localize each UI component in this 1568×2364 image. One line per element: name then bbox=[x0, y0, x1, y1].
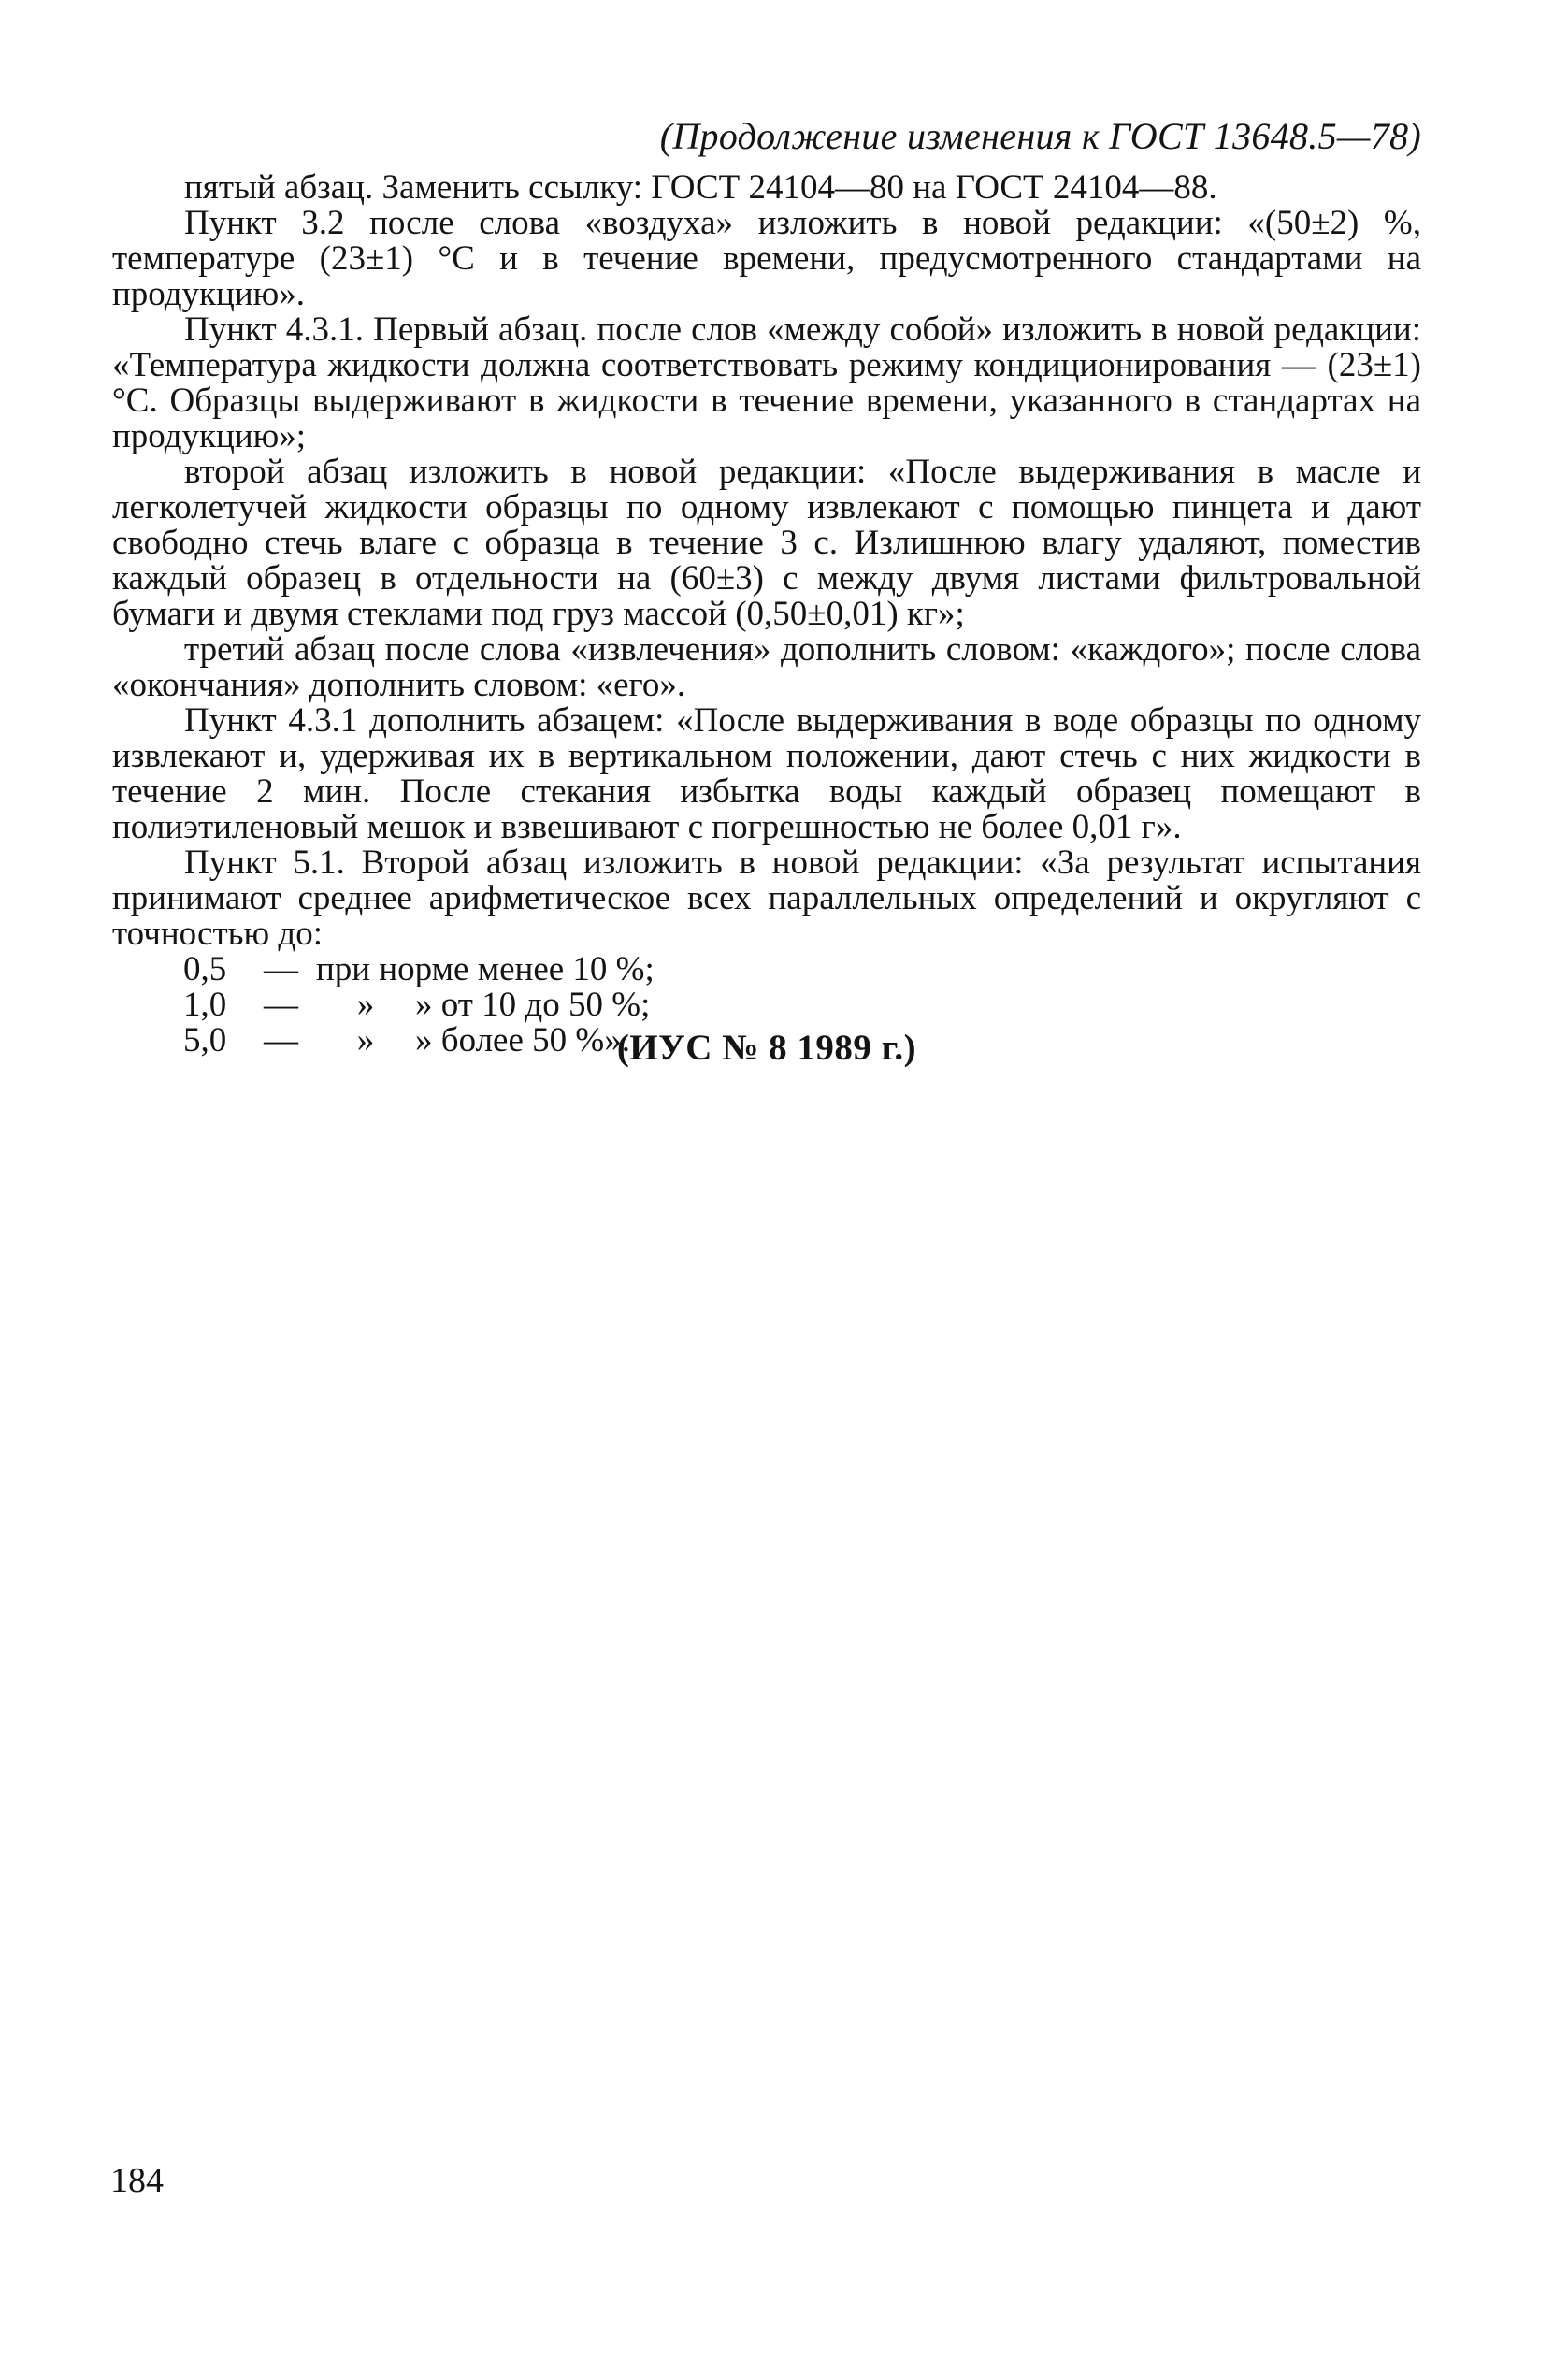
list-item-dash: — bbox=[264, 1021, 298, 1059]
list-item bbox=[112, 987, 1421, 1023]
paragraph-4: второй абзац изложить в новой редакции: «После выдерживания в масле и легколетучей жидкости образцы по одному извлекают с помощью пинцета и дают свободно стечь влаге с образца в течение 3 с. Излишнюю влагу удаляют, поместив каждый образец в отдельности на (60±3) с между двумя листами фильтровальной бумаги и двумя стеклами под груз массой (0,50±0,01) кг»; bbox=[112, 453, 1421, 633]
amendment-body bbox=[112, 170, 1421, 1059]
list-item-condition: » более 50 %». bbox=[415, 1021, 630, 1059]
list-item-condition: » от 10 до 50 %; bbox=[415, 986, 651, 1024]
paragraph-6: Пункт 4.3.1 дополнить абзацем: «После выдерживания в воде образцы по одному извлекают и, удерживая их в вертикальном положении, дают стечь с них жидкости в течение 2 мин. После стекания избытка воды каждый образец помещают в полиэтиленовый мешок и взвешивают с погрешностью не более 0,01 г». bbox=[112, 701, 1421, 846]
paragraph-2: Пункт 3.2 после слова «воздуха» изложить в новой редакции: «(50±2) %, температуре (23±1) °С и в течение времени, предусмотренного стандартами на продукцию». bbox=[112, 204, 1421, 313]
list-item-value: 1,0 bbox=[183, 986, 227, 1024]
paragraph-5: третий абзац после слова «извлечения» дополнить словом: «каждого»; после слова «окончания» дополнить словом: «его». bbox=[112, 630, 1421, 704]
source-reference: (ИУС № 8 1989 г.) bbox=[616, 1028, 917, 1068]
paragraph-7: Пункт 5.1. Второй абзац изложить в новой редакции: «За результат испытания принимают среднее арифметическое всех параллельных определений и округляют с точностью до: bbox=[112, 843, 1421, 953]
page-number: 184 bbox=[110, 2161, 164, 2200]
list-item-ditto: » bbox=[356, 1021, 375, 1059]
list-item-dash: — bbox=[264, 986, 298, 1024]
list-item-ditto: » bbox=[356, 986, 375, 1024]
continuation-header: (Продолжение изменения к ГОСТ 13648.5—78) bbox=[659, 115, 1421, 157]
list-item bbox=[112, 952, 1421, 987]
list-item-value: 5,0 bbox=[183, 1021, 227, 1059]
paragraph-1: пятый абзац. Заменить ссылку: ГОСТ 24104—80 на ГОСТ 24104—88. bbox=[184, 168, 1217, 207]
paragraph-3: Пункт 4.3.1. Первый абзац. после слов «между собой» изложить в новой редакции: «Температура жидкости должна соответствовать режиму кондиционирования — (23±1) °С. Образцы выдерживают в жидкости в течение времени, указанного в стандартах на продукцию»; bbox=[112, 310, 1421, 455]
list-item-dash: — bbox=[264, 950, 298, 988]
list-item-condition: при норме менее 10 %; bbox=[316, 950, 655, 988]
list-item-value: 0,5 bbox=[183, 950, 227, 988]
